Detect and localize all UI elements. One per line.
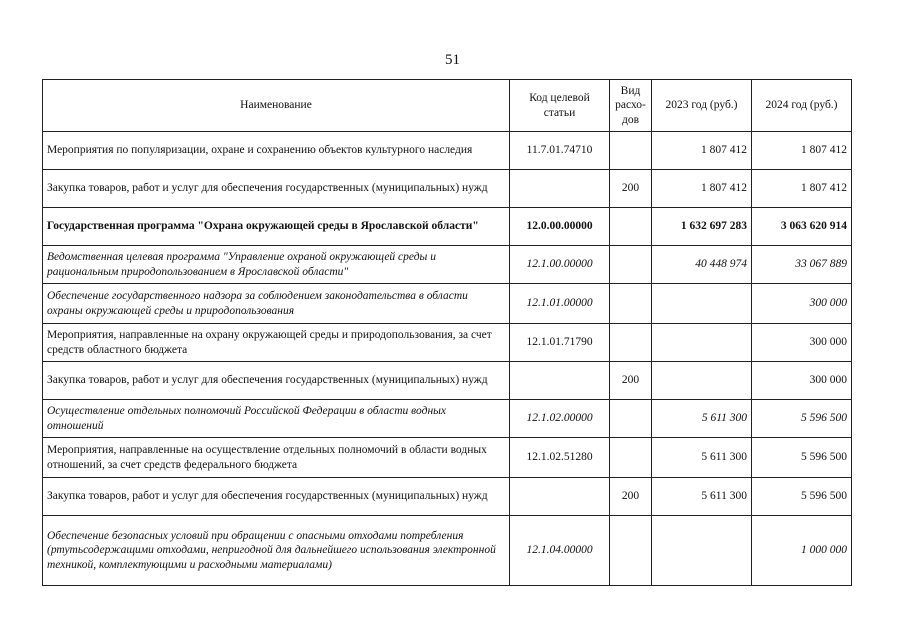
cell-type — [610, 284, 652, 324]
header-2023: 2023 год (руб.) — [652, 80, 752, 132]
cell-code — [510, 362, 610, 400]
table-row — [43, 132, 852, 170]
table-row — [43, 516, 852, 586]
cell-type — [610, 208, 652, 246]
table-row — [43, 362, 852, 400]
cell-type: 200 — [610, 170, 652, 208]
table-row — [43, 324, 852, 362]
cell-code: 12.1.04.00000 — [510, 516, 610, 586]
cell-name: Закупка товаров, работ и услуг для обеспечения государственных (муниципальных) нужд — [43, 478, 510, 516]
cell-2024: 5 596 500 — [752, 438, 852, 478]
cell-name: Мероприятия, направленные на охрану окружающей среды и природопользования, за счет средств областного бюджета — [43, 324, 510, 362]
cell-name: Государственная программа "Охрана окружающей среды в Ярославской области" — [43, 208, 510, 246]
cell-2023: 1 807 412 — [652, 170, 752, 208]
table-header-row — [43, 80, 852, 132]
cell-2024: 3 063 620 914 — [752, 208, 852, 246]
cell-name: Закупка товаров, работ и услуг для обеспечения государственных (муниципальных) нужд — [43, 362, 510, 400]
cell-type — [610, 246, 652, 284]
cell-2024: 1 000 000 — [752, 516, 852, 586]
table-row — [43, 400, 852, 438]
cell-code: 12.1.02.00000 — [510, 400, 610, 438]
header-2024: 2024 год (руб.) — [752, 80, 852, 132]
cell-2024: 1 807 412 — [752, 132, 852, 170]
cell-type — [610, 324, 652, 362]
cell-name: Обеспечение государственного надзора за соблюдением законодательства в области охраны окружающей среды и природопользования — [43, 284, 510, 324]
table-row — [43, 438, 852, 478]
cell-2023 — [652, 324, 752, 362]
header-code: Код целевой статьи — [510, 80, 610, 132]
cell-2023: 5 611 300 — [652, 478, 752, 516]
cell-type — [610, 132, 652, 170]
cell-2023: 40 448 974 — [652, 246, 752, 284]
cell-code: 12.1.01.00000 — [510, 284, 610, 324]
cell-code — [510, 170, 610, 208]
cell-name: Закупка товаров, работ и услуг для обеспечения государственных (муниципальных) нужд — [43, 170, 510, 208]
cell-2023 — [652, 516, 752, 586]
cell-2024: 1 807 412 — [752, 170, 852, 208]
cell-2024: 5 596 500 — [752, 400, 852, 438]
cell-2024: 5 596 500 — [752, 478, 852, 516]
cell-2023: 5 611 300 — [652, 438, 752, 478]
cell-type — [610, 516, 652, 586]
cell-type — [610, 438, 652, 478]
table-body — [43, 132, 852, 586]
cell-name: Мероприятия по популяризации, охране и сохранению объектов культурного наследия — [43, 132, 510, 170]
cell-2024: 300 000 — [752, 362, 852, 400]
cell-code: 12.0.00.00000 — [510, 208, 610, 246]
cell-code — [510, 478, 610, 516]
header-type: Вид расхо-дов — [610, 80, 652, 132]
cell-2023 — [652, 362, 752, 400]
cell-type: 200 — [610, 362, 652, 400]
cell-name: Ведомственная целевая программа "Управление охраной окружающей среды и рациональным природопользованием в Ярославской области" — [43, 246, 510, 284]
cell-2023 — [652, 284, 752, 324]
cell-2023: 5 611 300 — [652, 400, 752, 438]
cell-2023: 1 632 697 283 — [652, 208, 752, 246]
header-name: Наименование — [43, 80, 510, 132]
cell-code: 12.1.00.00000 — [510, 246, 610, 284]
cell-type — [610, 400, 652, 438]
cell-code: 12.1.01.71790 — [510, 324, 610, 362]
cell-2024: 33 067 889 — [752, 246, 852, 284]
budget-table — [42, 79, 852, 586]
cell-2024: 300 000 — [752, 284, 852, 324]
cell-code: 12.1.02.51280 — [510, 438, 610, 478]
table-row — [43, 284, 852, 324]
table-row — [43, 208, 852, 246]
table-row — [43, 246, 852, 284]
cell-name: Обеспечение безопасных условий при обращении с опасными отходами потребления (ртутьсодержащими отходами, непригодной для дальнейшего использования электронной техникой, комплектующими и расходными материалами) — [43, 516, 510, 586]
cell-2023: 1 807 412 — [652, 132, 752, 170]
page-number: 51 — [445, 52, 460, 68]
cell-code: 11.7.01.74710 — [510, 132, 610, 170]
cell-name: Мероприятия, направленные на осуществление отдельных полномочий в области водных отношений, за счет средств федерального бюджета — [43, 438, 510, 478]
table-row — [43, 478, 852, 516]
cell-2024: 300 000 — [752, 324, 852, 362]
table-row — [43, 170, 852, 208]
cell-name: Осуществление отдельных полномочий Российской Федерации в области водных отношений — [43, 400, 510, 438]
cell-type: 200 — [610, 478, 652, 516]
